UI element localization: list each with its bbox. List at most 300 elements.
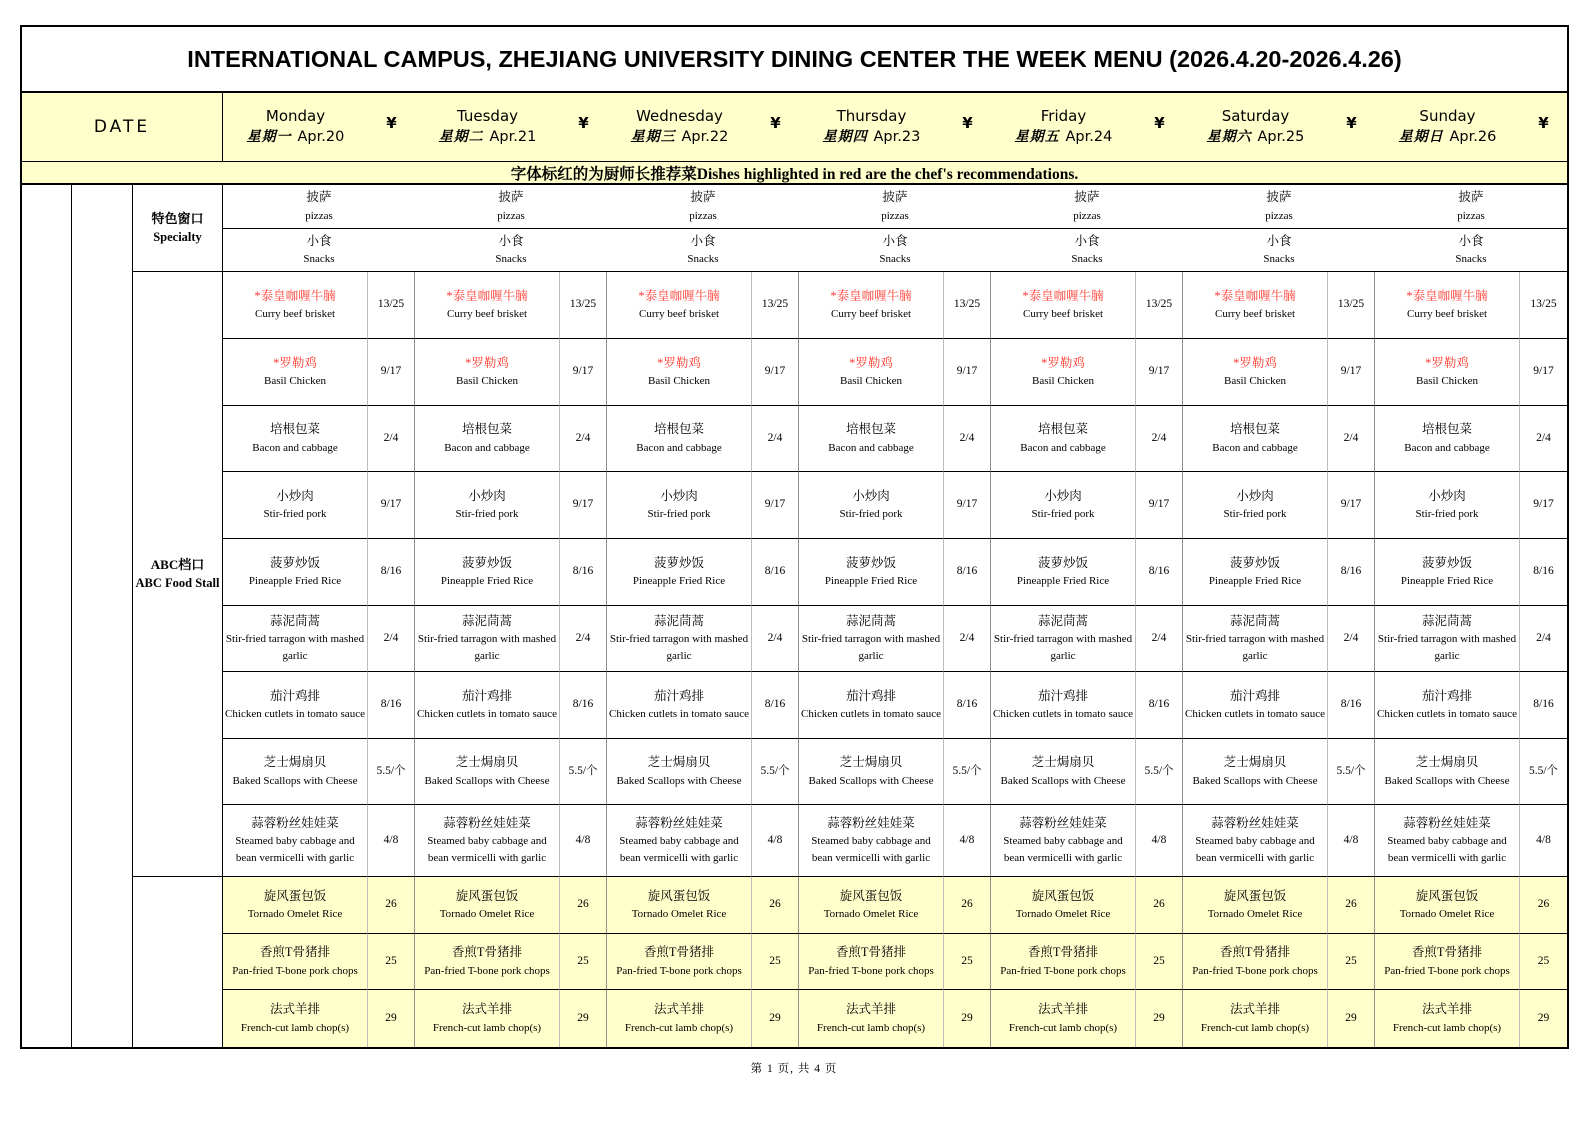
day-header-label: [415, 106, 560, 149]
dish-name-en: pizzas: [1457, 209, 1485, 222]
dish-cell: [415, 406, 560, 472]
day-header-wednesday: [607, 93, 799, 161]
dish-name-en: Steamed baby cabbage and bean vermicelli with garlic: [619, 835, 739, 865]
dish-name-zh: 蒜泥茼蒿: [1421, 613, 1472, 628]
dish-cell: [1375, 739, 1520, 805]
dish-name-en: Curry beef brisket: [446, 308, 528, 321]
dish-cell: [991, 229, 1183, 272]
day-name-zh-date: [607, 127, 752, 148]
dish-cell: [799, 339, 944, 406]
dish-name-zh: 旋风蛋包饭: [1415, 888, 1479, 903]
dish-price: 5.5/个: [1136, 739, 1183, 805]
category-cell-1: [133, 185, 223, 272]
dish-name-en: Tornado Omelet Rice: [1399, 908, 1495, 921]
dish-price: 25: [560, 934, 607, 990]
dish-price: 5.5/个: [368, 739, 415, 805]
dish-cell: [607, 934, 752, 990]
dish-price: 2/4: [1136, 606, 1183, 672]
dish-name-zh: 小食: [498, 233, 524, 248]
dish-name-zh: 法式羊排: [845, 1002, 896, 1017]
dish-cell: [415, 339, 560, 406]
dish-cell: [415, 934, 560, 990]
dish-cell: [1183, 339, 1328, 406]
dish-price: 25: [1136, 934, 1183, 990]
day-header-thursday: [799, 93, 991, 161]
dish-price: 8/16: [1520, 539, 1567, 606]
dish-name-zh: *泰皇咖喱牛腩: [638, 288, 720, 303]
dish-cell: [1183, 229, 1375, 272]
dish-price: 2/4: [944, 406, 991, 472]
dish-price: 9/17: [1136, 339, 1183, 406]
dish-name-zh: 旋风蛋包饭: [263, 888, 327, 903]
day-name-zh-date: [799, 127, 944, 148]
dish-name-en: Pineapple Fried Rice: [632, 575, 726, 588]
dish-name-en: Curry beef brisket: [1214, 308, 1296, 321]
dish-price: 13/25: [1328, 272, 1375, 339]
dish-name-en: Steamed baby cabbage and bean vermicelli with garlic: [1003, 835, 1123, 865]
dish-name-en: French-cut lamb chop(s): [432, 1021, 542, 1034]
day-name-zh: 星期三: [630, 129, 682, 146]
dish-name-zh: 茄汁鸡排: [1421, 688, 1472, 703]
dish-name-zh: 芝士焗扇贝: [647, 755, 711, 770]
dish-name-en: Pineapple Fried Rice: [440, 575, 534, 588]
dish-name-zh: 法式羊排: [269, 1002, 320, 1017]
dish-cell: [991, 805, 1136, 877]
dish-name-en: Stir-fried pork: [1031, 508, 1095, 521]
dish-price: 29: [752, 990, 799, 1047]
dish-cell: [607, 339, 752, 406]
dish-name-zh: 芝士焗扇贝: [1223, 755, 1287, 770]
dish-price: 26: [368, 877, 415, 934]
dish-name-en: Snacks: [687, 253, 719, 266]
page-title: INTERNATIONAL CAMPUS, ZHEJIANG UNIVERSITY DINING CENTER THE WEEK MENU (2026.4.20-2026.4.26): [187, 45, 1402, 72]
dish-name-zh: 披萨: [1074, 190, 1100, 205]
dish-name-en: Baked Scallops with Cheese: [1000, 774, 1126, 787]
dish-cell: [991, 990, 1136, 1047]
dish-cell: [223, 539, 368, 606]
dish-cell: [799, 185, 991, 229]
dish-name-zh: 茄汁鸡排: [653, 688, 704, 703]
dish-name-zh: 小炒肉: [468, 488, 506, 503]
dish-name-en: Steamed baby cabbage and bean vermicelli with garlic: [235, 835, 355, 865]
currency-symbol: ¥: [1538, 114, 1549, 132]
dish-cell: [1183, 406, 1328, 472]
dish-cell: [1183, 934, 1328, 990]
dish-cell: [799, 990, 944, 1047]
menu-sheet: [20, 25, 1569, 1049]
dish-cell: [991, 606, 1136, 672]
left-spacer-col-1: [22, 185, 72, 1047]
currency-symbol: ¥: [770, 114, 781, 132]
dish-price: 13/25: [1520, 272, 1567, 339]
dish-name-en: Pan-fried T-bone pork chops: [232, 964, 358, 977]
dish-cell: [607, 606, 752, 672]
dish-price: 4/8: [1520, 805, 1567, 877]
dish-name-en: French-cut lamb chop(s): [1008, 1021, 1118, 1034]
dish-name-en: Stir-fried tarragon with mashed garlic: [225, 633, 365, 663]
dish-name-en: Snacks: [495, 253, 527, 266]
dish-name-en: Snacks: [1455, 253, 1487, 266]
dish-name-zh: *泰皇咖喱牛腩: [1214, 288, 1296, 303]
dish-cell: [991, 539, 1136, 606]
dish-price: 13/25: [944, 272, 991, 339]
dish-name-en: French-cut lamb chop(s): [1200, 1021, 1310, 1034]
dish-cell: [991, 472, 1136, 539]
dish-price: 9/17: [1520, 339, 1567, 406]
dish-name-zh: 香煎T骨猪排: [451, 945, 523, 960]
dish-name-zh: 法式羊排: [1421, 1002, 1472, 1017]
dish-price: 8/16: [944, 672, 991, 739]
dish-name-en: Stir-fried tarragon with mashed garlic: [801, 633, 941, 663]
dish-name-zh: 茄汁鸡排: [845, 688, 896, 703]
dish-name-zh: 蒜蓉粉丝娃娃菜: [1019, 815, 1107, 830]
dish-name-zh: 蒜蓉粉丝娃娃菜: [1403, 815, 1491, 830]
dish-cell: [415, 472, 560, 539]
dish-name-zh: 小炒肉: [1236, 488, 1274, 503]
dish-name-en: Pineapple Fried Rice: [1208, 575, 1302, 588]
day-header-tuesday: [415, 93, 607, 161]
dish-price: 4/8: [1328, 805, 1375, 877]
menu-body: [22, 185, 1567, 1047]
dish-price: 2/4: [1136, 406, 1183, 472]
dish-name-en: Stir-fried pork: [839, 508, 903, 521]
dish-cell: [1375, 185, 1567, 229]
dish-price: 2/4: [752, 406, 799, 472]
dish-name-en: Stir-fried tarragon with mashed garlic: [1185, 633, 1325, 663]
dish-price: 9/17: [560, 339, 607, 406]
dish-price: 26: [1328, 877, 1375, 934]
dish-price: 9/17: [752, 339, 799, 406]
dish-price: 8/16: [1328, 672, 1375, 739]
day-header-friday: [991, 93, 1183, 161]
dish-name-zh: 香煎T骨猪排: [835, 945, 907, 960]
dish-name-en: Baked Scallops with Cheese: [1192, 774, 1318, 787]
dish-name-zh: 香煎T骨猪排: [643, 945, 715, 960]
dish-name-en: Steamed baby cabbage and bean vermicelli with garlic: [811, 835, 931, 865]
dish-name-en: Chicken cutlets in tomato sauce: [1185, 708, 1325, 721]
dish-cell: [1375, 229, 1567, 272]
dish-price: 13/25: [752, 272, 799, 339]
category-name-en: ABC Food Stall: [135, 576, 220, 591]
dish-cell: [415, 672, 560, 739]
dish-price: 8/16: [1136, 539, 1183, 606]
dish-price: 9/17: [944, 472, 991, 539]
dish-price: 4/8: [944, 805, 991, 877]
dish-cell: [415, 539, 560, 606]
dish-name-zh: 披萨: [306, 190, 332, 205]
dish-name-zh: 小食: [690, 233, 716, 248]
day-name-zh-date: [1183, 127, 1328, 148]
dish-name-zh: *罗勒鸡: [1233, 355, 1277, 370]
dish-cell: [223, 339, 368, 406]
dish-price: 25: [1328, 934, 1375, 990]
dish-price: 8/16: [752, 539, 799, 606]
dish-name-zh: 茄汁鸡排: [1037, 688, 1088, 703]
dish-name-en: Stir-fried tarragon with mashed garlic: [993, 633, 1133, 663]
dish-cell: [223, 472, 368, 539]
dish-name-zh: 蒜泥茼蒿: [269, 613, 320, 628]
dish-price: 9/17: [368, 339, 415, 406]
dish-price: 8/16: [560, 539, 607, 606]
dish-name-zh: 小炒肉: [276, 488, 314, 503]
chef-note-text: 字体标红的为厨师长推荐菜Dishes highlighted in red are the chef's recommendations.: [510, 165, 1079, 183]
category-name-zh: 特色窗口: [151, 210, 204, 226]
dish-name-zh: 法式羊排: [1229, 1002, 1280, 1017]
dish-price: 29: [1520, 990, 1567, 1047]
dish-name-en: Bacon and cabbage: [1212, 441, 1298, 454]
dish-price: 26: [752, 877, 799, 934]
dish-cell: [1183, 739, 1328, 805]
dish-name-en: Stir-fried tarragon with mashed garlic: [609, 633, 749, 663]
dish-name-en: Pineapple Fried Rice: [824, 575, 918, 588]
dish-name-en: Tornado Omelet Rice: [823, 908, 919, 921]
dish-cell: [799, 805, 944, 877]
dish-name-en: Tornado Omelet Rice: [1207, 908, 1303, 921]
dish-name-en: Stir-fried pork: [647, 508, 711, 521]
day-header-label: [799, 106, 944, 149]
dish-cell: [607, 990, 752, 1047]
dish-name-en: Steamed baby cabbage and bean vermicelli with garlic: [1387, 835, 1507, 865]
dish-cell: [1375, 805, 1520, 877]
dish-name-zh: 小食: [306, 233, 332, 248]
day-name-en: Saturday: [1221, 106, 1290, 125]
dish-cell: [607, 539, 752, 606]
dish-price: 8/16: [944, 539, 991, 606]
dish-cell: [799, 229, 991, 272]
day-header-label: [1375, 106, 1520, 149]
dish-name-zh: 香煎T骨猪排: [1027, 945, 1099, 960]
dish-name-zh: 小食: [1458, 233, 1484, 248]
dish-name-en: Tornado Omelet Rice: [631, 908, 727, 921]
dish-name-zh: 菠萝炒饭: [1229, 555, 1280, 570]
dish-cell: [991, 185, 1183, 229]
dish-name-en: Basil Chicken: [839, 375, 903, 388]
dish-name-zh: 蒜蓉粉丝娃娃菜: [1211, 815, 1299, 830]
dish-name-en: Pan-fried T-bone pork chops: [616, 964, 742, 977]
day-name-zh: 星期日: [1398, 129, 1450, 146]
dish-name-zh: 菠萝炒饭: [1037, 555, 1088, 570]
dish-cell: [1375, 339, 1520, 406]
dish-price: 5.5/个: [1328, 739, 1375, 805]
dish-name-zh: *泰皇咖喱牛腩: [1406, 288, 1488, 303]
dish-price: 25: [752, 934, 799, 990]
dish-name-zh: 披萨: [1266, 190, 1292, 205]
dish-price: 4/8: [560, 805, 607, 877]
dish-cell: [607, 672, 752, 739]
dish-name-zh: 茄汁鸡排: [461, 688, 512, 703]
dish-name-en: Chicken cutlets in tomato sauce: [225, 708, 365, 721]
dish-name-zh: 披萨: [690, 190, 716, 205]
dish-name-zh: 菠萝炒饭: [269, 555, 320, 570]
dish-name-en: Baked Scallops with Cheese: [424, 774, 550, 787]
dish-name-en: Baked Scallops with Cheese: [232, 774, 358, 787]
dish-name-en: Bacon and cabbage: [1404, 441, 1490, 454]
dish-name-zh: 培根包菜: [461, 422, 512, 437]
dish-cell: [223, 406, 368, 472]
dish-price: 5.5/个: [560, 739, 607, 805]
dish-price: 9/17: [1520, 472, 1567, 539]
dish-name-en: Pan-fried T-bone pork chops: [1384, 964, 1510, 977]
category-cell-2: [133, 272, 223, 877]
dish-name-zh: *泰皇咖喱牛腩: [446, 288, 528, 303]
dish-price: 26: [1136, 877, 1183, 934]
dish-name-zh: 法式羊排: [1037, 1002, 1088, 1017]
dish-cell: [607, 805, 752, 877]
page-number: 第 1 页, 共 4 页: [750, 1063, 838, 1075]
day-date: Apr.20: [297, 129, 345, 146]
day-header-sunday: [1375, 93, 1567, 161]
dish-name-en: Steamed baby cabbage and bean vermicelli with garlic: [427, 835, 547, 865]
dish-price: 5.5/个: [944, 739, 991, 805]
dish-price: 29: [368, 990, 415, 1047]
day-name-zh-date: [223, 127, 368, 148]
dish-cell: [1375, 539, 1520, 606]
date-header-cell: DATE: [22, 93, 223, 161]
day-date: Apr.21: [489, 129, 537, 146]
day-name-zh-date: [415, 127, 560, 148]
dish-name-zh: *泰皇咖喱牛腩: [1022, 288, 1104, 303]
day-date: Apr.26: [1449, 129, 1497, 146]
dish-cell: [415, 272, 560, 339]
dish-name-en: French-cut lamb chop(s): [624, 1021, 734, 1034]
day-date: Apr.23: [873, 129, 921, 146]
dish-cell: [991, 739, 1136, 805]
dish-price: 13/25: [368, 272, 415, 339]
day-name-en: Monday: [265, 106, 326, 125]
day-name-zh-date: [991, 127, 1136, 148]
dish-cell: [415, 606, 560, 672]
day-name-en: Thursday: [836, 106, 907, 125]
dish-name-en: Pan-fried T-bone pork chops: [424, 964, 550, 977]
dish-name-zh: 培根包菜: [845, 422, 896, 437]
dish-cell: [223, 877, 368, 934]
currency-symbol: ¥: [962, 114, 973, 132]
dish-cell: [991, 934, 1136, 990]
dish-cell: [799, 272, 944, 339]
day-name-zh-date: [1375, 127, 1520, 148]
dish-cell: [415, 990, 560, 1047]
dish-name-en: Snacks: [1071, 253, 1103, 266]
dish-name-en: Steamed baby cabbage and bean vermicelli with garlic: [1195, 835, 1315, 865]
dish-price: 8/16: [368, 672, 415, 739]
day-name-zh: 星期四: [822, 129, 874, 146]
dish-name-zh: 菠萝炒饭: [1421, 555, 1472, 570]
currency-symbol: ¥: [578, 114, 589, 132]
dish-price: 13/25: [1136, 272, 1183, 339]
dish-price: 2/4: [1520, 606, 1567, 672]
dish-name-zh: 香煎T骨猪排: [259, 945, 331, 960]
dish-name-zh: 法式羊排: [653, 1002, 704, 1017]
dish-name-en: Basil Chicken: [1031, 375, 1095, 388]
dish-name-en: French-cut lamb chop(s): [1392, 1021, 1502, 1034]
dish-name-en: pizzas: [497, 209, 525, 222]
dish-name-en: Pan-fried T-bone pork chops: [1192, 964, 1318, 977]
dish-name-en: Pineapple Fried Rice: [1400, 575, 1494, 588]
category-cell-3: [133, 877, 223, 1047]
currency-symbol: ¥: [1346, 114, 1357, 132]
dish-price: 9/17: [560, 472, 607, 539]
dish-cell: [1183, 539, 1328, 606]
day-date: Apr.25: [1257, 129, 1305, 146]
dish-cell: [1375, 606, 1520, 672]
dish-name-en: Bacon and cabbage: [252, 441, 338, 454]
dish-name-zh: 旋风蛋包饭: [647, 888, 711, 903]
dish-cell: [799, 877, 944, 934]
dish-cell: [1183, 185, 1375, 229]
dish-name-zh: 芝士焗扇贝: [263, 755, 327, 770]
dish-name-zh: 培根包菜: [1229, 422, 1280, 437]
day-date: Apr.22: [681, 129, 729, 146]
dish-price: 8/16: [752, 672, 799, 739]
dish-name-en: Stir-fried pork: [455, 508, 519, 521]
dish-name-zh: 蒜泥茼蒿: [1037, 613, 1088, 628]
dish-name-zh: *罗勒鸡: [1425, 355, 1469, 370]
dish-name-en: Curry beef brisket: [1406, 308, 1488, 321]
day-name-en: Friday: [1040, 106, 1087, 125]
day-name-en: Wednesday: [636, 106, 723, 125]
dish-name-en: Bacon and cabbage: [444, 441, 530, 454]
dish-name-zh: 培根包菜: [653, 422, 704, 437]
dish-name-zh: 蒜蓉粉丝娃娃菜: [635, 815, 723, 830]
dish-name-en: Basil Chicken: [1223, 375, 1287, 388]
dish-name-zh: 蒜泥茼蒿: [653, 613, 704, 628]
dish-name-en: Curry beef brisket: [830, 308, 912, 321]
dish-name-zh: 芝士焗扇贝: [455, 755, 519, 770]
dish-cell: [415, 229, 607, 272]
dish-name-en: Snacks: [303, 253, 335, 266]
dish-price: 13/25: [560, 272, 607, 339]
dish-cell: [223, 606, 368, 672]
dish-name-en: French-cut lamb chop(s): [816, 1021, 926, 1034]
dish-name-zh: 蒜泥茼蒿: [461, 613, 512, 628]
dish-name-en: Chicken cutlets in tomato sauce: [993, 708, 1133, 721]
dish-cell: [799, 539, 944, 606]
dish-name-en: Stir-fried tarragon with mashed garlic: [1377, 633, 1517, 663]
dish-name-en: Baked Scallops with Cheese: [1384, 774, 1510, 787]
day-header-label: [1183, 106, 1328, 149]
dish-name-zh: 蒜蓉粉丝娃娃菜: [251, 815, 339, 830]
dish-cell: [1375, 406, 1520, 472]
dish-price: 8/16: [1328, 539, 1375, 606]
dish-name-zh: 小食: [882, 233, 908, 248]
dish-cell: [1183, 672, 1328, 739]
dish-name-en: Bacon and cabbage: [828, 441, 914, 454]
dish-price: 8/16: [1520, 672, 1567, 739]
dish-price: 8/16: [368, 539, 415, 606]
dish-name-zh: 旋风蛋包饭: [1223, 888, 1287, 903]
dish-cell: [1183, 472, 1328, 539]
dish-name-en: French-cut lamb chop(s): [240, 1021, 350, 1034]
day-name-zh: 星期五: [1014, 129, 1066, 146]
dish-price: 5.5/个: [752, 739, 799, 805]
dish-price: 4/8: [1136, 805, 1183, 877]
dish-name-en: Stir-fried pork: [263, 508, 327, 521]
dish-price: 9/17: [1328, 339, 1375, 406]
dish-name-zh: 茄汁鸡排: [1229, 688, 1280, 703]
dish-name-en: Chicken cutlets in tomato sauce: [801, 708, 941, 721]
dish-name-zh: 芝士焗扇贝: [839, 755, 903, 770]
day-header-saturday: [1183, 93, 1375, 161]
dish-cell: [223, 272, 368, 339]
dish-cell: [415, 185, 607, 229]
dish-price: 2/4: [1520, 406, 1567, 472]
dish-cell: [607, 229, 799, 272]
dish-name-zh: 小炒肉: [852, 488, 890, 503]
day-name-en: Sunday: [1419, 106, 1476, 125]
dish-cell: [799, 472, 944, 539]
dish-name-zh: 披萨: [498, 190, 524, 205]
dish-price: 9/17: [944, 339, 991, 406]
